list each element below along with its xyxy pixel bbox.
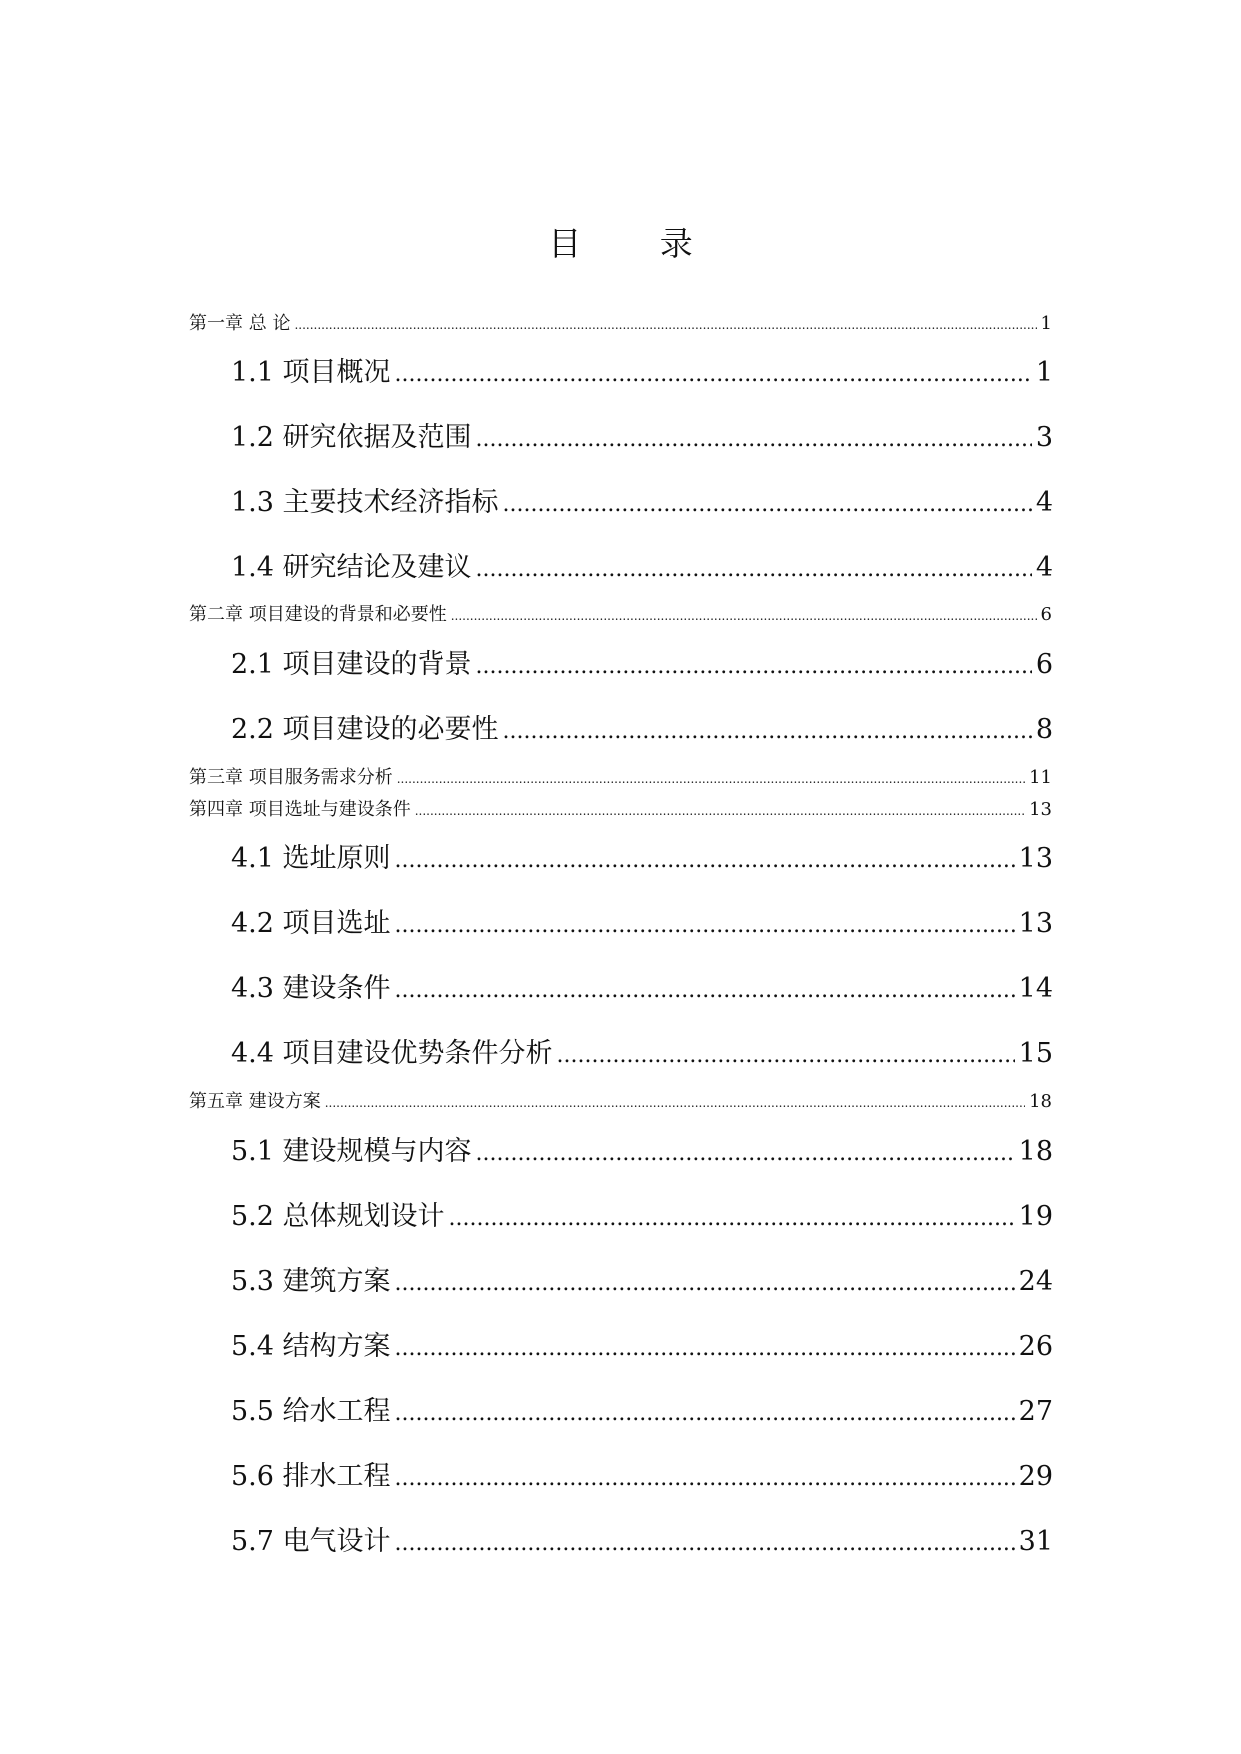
toc-dot-leader bbox=[294, 314, 1036, 336]
toc-page-number: 15 bbox=[1018, 1038, 1053, 1069]
toc-section-5-5[interactable] bbox=[231, 1396, 1053, 1430]
toc-entry-label: 5.6 排水工程 bbox=[231, 1461, 391, 1492]
toc-entry-label: 第三章 项目服务需求分析 bbox=[189, 767, 393, 788]
toc-dot-leader bbox=[395, 1333, 1015, 1365]
toc-entry-label: 第二章 项目建设的背景和必要性 bbox=[189, 604, 447, 625]
toc-section-5-7[interactable] bbox=[231, 1526, 1053, 1560]
toc-chapter-2[interactable] bbox=[189, 604, 1052, 627]
toc-page-number: 18 bbox=[1029, 1091, 1052, 1112]
toc-page-number: 27 bbox=[1018, 1396, 1053, 1427]
toc-entry-label: 4.2 项目选址 bbox=[231, 908, 391, 939]
toc-section-1-4[interactable] bbox=[231, 552, 1053, 586]
toc-page-number: 8 bbox=[1035, 714, 1053, 745]
toc-section-1-3[interactable] bbox=[231, 487, 1053, 521]
toc-page-number: 13 bbox=[1018, 843, 1053, 874]
toc-entry-label: 5.4 结构方案 bbox=[231, 1331, 391, 1362]
toc-chapter-5[interactable] bbox=[189, 1091, 1052, 1114]
toc-page-number: 6 bbox=[1040, 604, 1052, 625]
toc-dot-leader bbox=[395, 1398, 1015, 1430]
toc-page-number: 4 bbox=[1035, 487, 1053, 518]
toc-dot-leader bbox=[395, 1528, 1015, 1560]
toc-entry-label: 5.2 总体规划设计 bbox=[231, 1201, 445, 1232]
toc-dot-leader bbox=[395, 975, 1015, 1007]
toc-entry-label: 4.4 项目建设优势条件分析 bbox=[231, 1038, 553, 1069]
toc-page-number: 6 bbox=[1035, 649, 1053, 680]
toc-page-number: 14 bbox=[1018, 973, 1053, 1004]
toc-page-number: 13 bbox=[1029, 799, 1052, 820]
toc-section-1-1[interactable] bbox=[231, 357, 1053, 391]
toc-entry-label: 5.5 给水工程 bbox=[231, 1396, 391, 1427]
toc-chapter-4[interactable] bbox=[189, 799, 1052, 822]
toc-dot-leader bbox=[325, 1092, 1025, 1114]
toc-entry-label: 5.3 建筑方案 bbox=[231, 1266, 391, 1297]
toc-page-number: 3 bbox=[1035, 422, 1053, 453]
toc-section-4-4[interactable] bbox=[231, 1038, 1053, 1072]
toc-dot-leader bbox=[395, 1268, 1015, 1300]
toc-entry-label: 第一章 总 论 bbox=[189, 313, 291, 334]
toc-section-2-1[interactable] bbox=[231, 649, 1053, 683]
toc-entry-label: 5.7 电气设计 bbox=[231, 1526, 391, 1557]
toc-section-5-4[interactable] bbox=[231, 1331, 1053, 1365]
toc-dot-leader bbox=[503, 716, 1032, 748]
toc-section-2-2[interactable] bbox=[231, 714, 1053, 748]
toc-dot-leader bbox=[476, 554, 1032, 586]
toc-page-number: 31 bbox=[1018, 1526, 1053, 1557]
toc-page-number: 1 bbox=[1040, 313, 1052, 334]
toc-dot-leader bbox=[476, 424, 1032, 456]
toc-entry-label: 5.1 建设规模与内容 bbox=[231, 1136, 472, 1167]
toc-page-number: 19 bbox=[1018, 1201, 1053, 1232]
toc-entry-label: 1.1 项目概况 bbox=[231, 357, 391, 388]
toc-entry-label: 1.3 主要技术经济指标 bbox=[231, 487, 499, 518]
toc-dot-leader bbox=[476, 1138, 1015, 1170]
toc-entry-label: 第四章 项目选址与建设条件 bbox=[189, 799, 411, 820]
toc-section-4-3[interactable] bbox=[231, 973, 1053, 1007]
toc-dot-leader bbox=[395, 910, 1015, 942]
toc-entry-label: 1.2 研究依据及范围 bbox=[231, 422, 472, 453]
toc-chapter-3[interactable] bbox=[189, 767, 1052, 790]
toc-page-number: 13 bbox=[1018, 908, 1053, 939]
toc-dot-leader bbox=[449, 1203, 1015, 1235]
toc-page-number: 26 bbox=[1018, 1331, 1053, 1362]
toc-page-number: 18 bbox=[1018, 1136, 1053, 1167]
toc-entry-label: 2.1 项目建设的背景 bbox=[231, 649, 472, 680]
toc-entry-label: 4.3 建设条件 bbox=[231, 973, 391, 1004]
toc-dot-leader bbox=[395, 359, 1032, 391]
toc-entry-label: 2.2 项目建设的必要性 bbox=[231, 714, 499, 745]
toc-section-5-1[interactable] bbox=[231, 1136, 1053, 1170]
toc-section-4-2[interactable] bbox=[231, 908, 1053, 942]
toc-section-4-1[interactable] bbox=[231, 843, 1053, 877]
toc-entry-label: 1.4 研究结论及建议 bbox=[231, 552, 472, 583]
toc-page-number: 11 bbox=[1029, 767, 1052, 788]
toc-section-5-6[interactable] bbox=[231, 1461, 1053, 1495]
toc-entry-label: 第五章 建设方案 bbox=[189, 1091, 321, 1112]
toc-dot-leader bbox=[397, 768, 1025, 790]
toc-page-number: 1 bbox=[1035, 357, 1053, 388]
toc-title: 目 录 bbox=[548, 224, 727, 263]
toc-chapter-1[interactable] bbox=[189, 313, 1052, 336]
toc-dot-leader bbox=[503, 489, 1032, 521]
toc-entry-label: 4.1 选址原则 bbox=[231, 843, 391, 874]
toc-dot-leader bbox=[557, 1040, 1015, 1072]
toc-dot-leader bbox=[395, 845, 1015, 877]
toc-section-5-2[interactable] bbox=[231, 1201, 1053, 1235]
toc-dot-leader bbox=[395, 1463, 1015, 1495]
toc-dot-leader bbox=[476, 651, 1032, 683]
toc-page-number: 29 bbox=[1018, 1461, 1053, 1492]
toc-dot-leader bbox=[415, 800, 1025, 822]
toc-section-5-3[interactable] bbox=[231, 1266, 1053, 1300]
toc-section-1-2[interactable] bbox=[231, 422, 1053, 456]
toc-dot-leader bbox=[451, 605, 1037, 627]
toc-page-number: 4 bbox=[1035, 552, 1053, 583]
toc-page-number: 24 bbox=[1018, 1266, 1053, 1297]
